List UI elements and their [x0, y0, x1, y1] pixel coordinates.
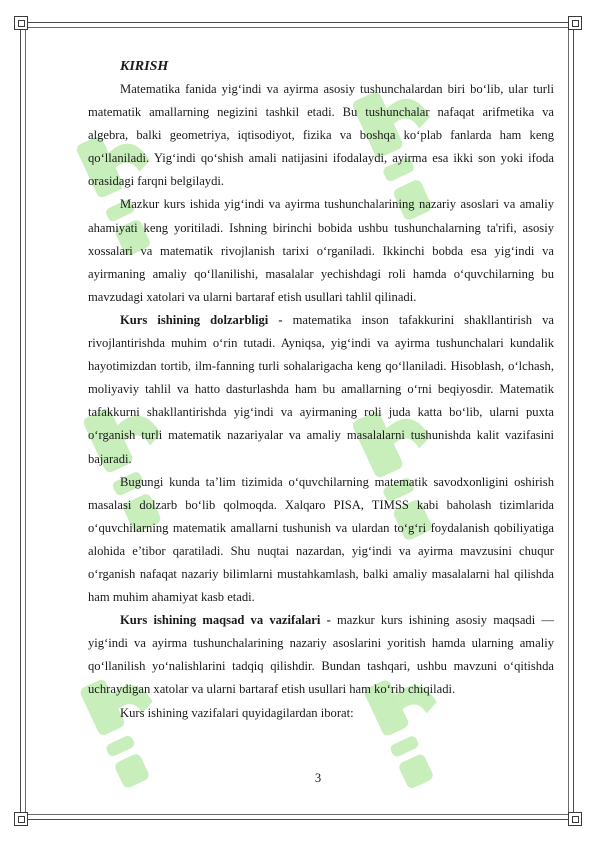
page-number: 3 [314, 771, 322, 785]
corner-ornament [14, 16, 28, 30]
paragraph: Mazkur kurs ishida yig‘indi va ayirma tushunchalarining nazariy asoslari va amaliy ahamiyati keng yoritiladi. Ishning birinchi bobida ushbu tushunchalarning ta'rifi, asosiy xossalari va matematik rivojlanish tarixi o‘rganiladi. Ikkinchi bobda esa yig‘indi va ayirmaning amaliy qo‘llanilishi, masalalar yechishdagi roli hamda o‘quvchilarning bu mavzudagi xatolari va ularni bartaraf etish usullari tahlil qilinadi. [88, 197, 554, 304]
paragraph: Bugungi kunda ta’lim tizimida o‘quvchilarning matematik savodxonligini oshirish masalasi dolzarb bo‘lib qolmoqda. Xalqaro PISA, TIMSS kabi baholash tizimlarida o‘quvchilarning matematik amallarni tushunish va ulardan to‘g‘ri foydalanish qobiliyatiga alohida e’tibor qaratiladi. Shu nuqtai nazardan, yig‘indi va ayirma mavzusini chuqur o‘rganish nafaqat nazariy bilimlarni mustahkamlash, balki amaliy masalalarni hal qilishda ham muhim ahamiyat kasb etadi. [88, 474, 554, 605]
paragraph: Kurs ishining vazifalari quyidagilardan iborat: [120, 705, 354, 720]
section-title: KIRISH [120, 59, 169, 74]
paragraph: Kurs ishining dolzarbligi - matematika inson tafakkurini shakllantirish va rivojlantirishda muhim o‘rin tutadi. Ayniqsa, yig‘indi va ayirma tushunchalari kundalik hayotimizdan tortib, ilm-fanning turli sohalarigacha keng qo‘llaniladi. Hisoblash, o‘lchash, moliyaviy tahlil va hatto dasturlashda ham bu amallarning o‘rni beqiyosdir. Matematik tafakkurni shakllantirishda yig‘indi va ayirmaning roli juda katta bo‘lib, ularni puxta o‘rganish turli matematik nazariyalar va amaliy masalalarni tushunishda kalit vazifasini bajaradi. [88, 312, 554, 466]
paragraph-heading: Kurs ishining maqsad va vazifalari - [120, 613, 331, 628]
paragraph: Kurs ishining maqsad va vazifalari - mazkur kurs ishining asosiy maqsadi — yig‘indi va ayirma tushunchalarining nazariy asoslarini yoritish hamda ularning amaliy qo‘llanilish yo‘nalishlarini tadqiq qilishdir. Bundan tashqari, ushbu mavzuni o‘qitishda uchraydigan xatolar va ularni bartaraf etish usullari ham ko‘rib chiqiladi. [88, 613, 554, 697]
corner-ornament [568, 16, 582, 30]
paragraph-heading: Kurs ishining dolzarbligi - [120, 312, 283, 327]
paragraph: Matematika fanida yig‘indi va ayirma asosiy tushunchalardan biri bo‘lib, ular turli matematik amallarning negizini tashkil etadi. Bu tushunchalar nafaqat arifmetika va algebra, balki geometriya, iqtisodiyot, fizika va boshqa ko‘plab fanlarda ham keng qo‘llaniladi. Yig‘indi qo‘shish amali natijasini ifodalaydi, ayirma esa ikki son yoki ifoda orasidagi farqni belgilaydi. [88, 82, 554, 189]
corner-ornament [14, 812, 28, 826]
corner-ornament [568, 812, 582, 826]
document-body [88, 56, 554, 725]
